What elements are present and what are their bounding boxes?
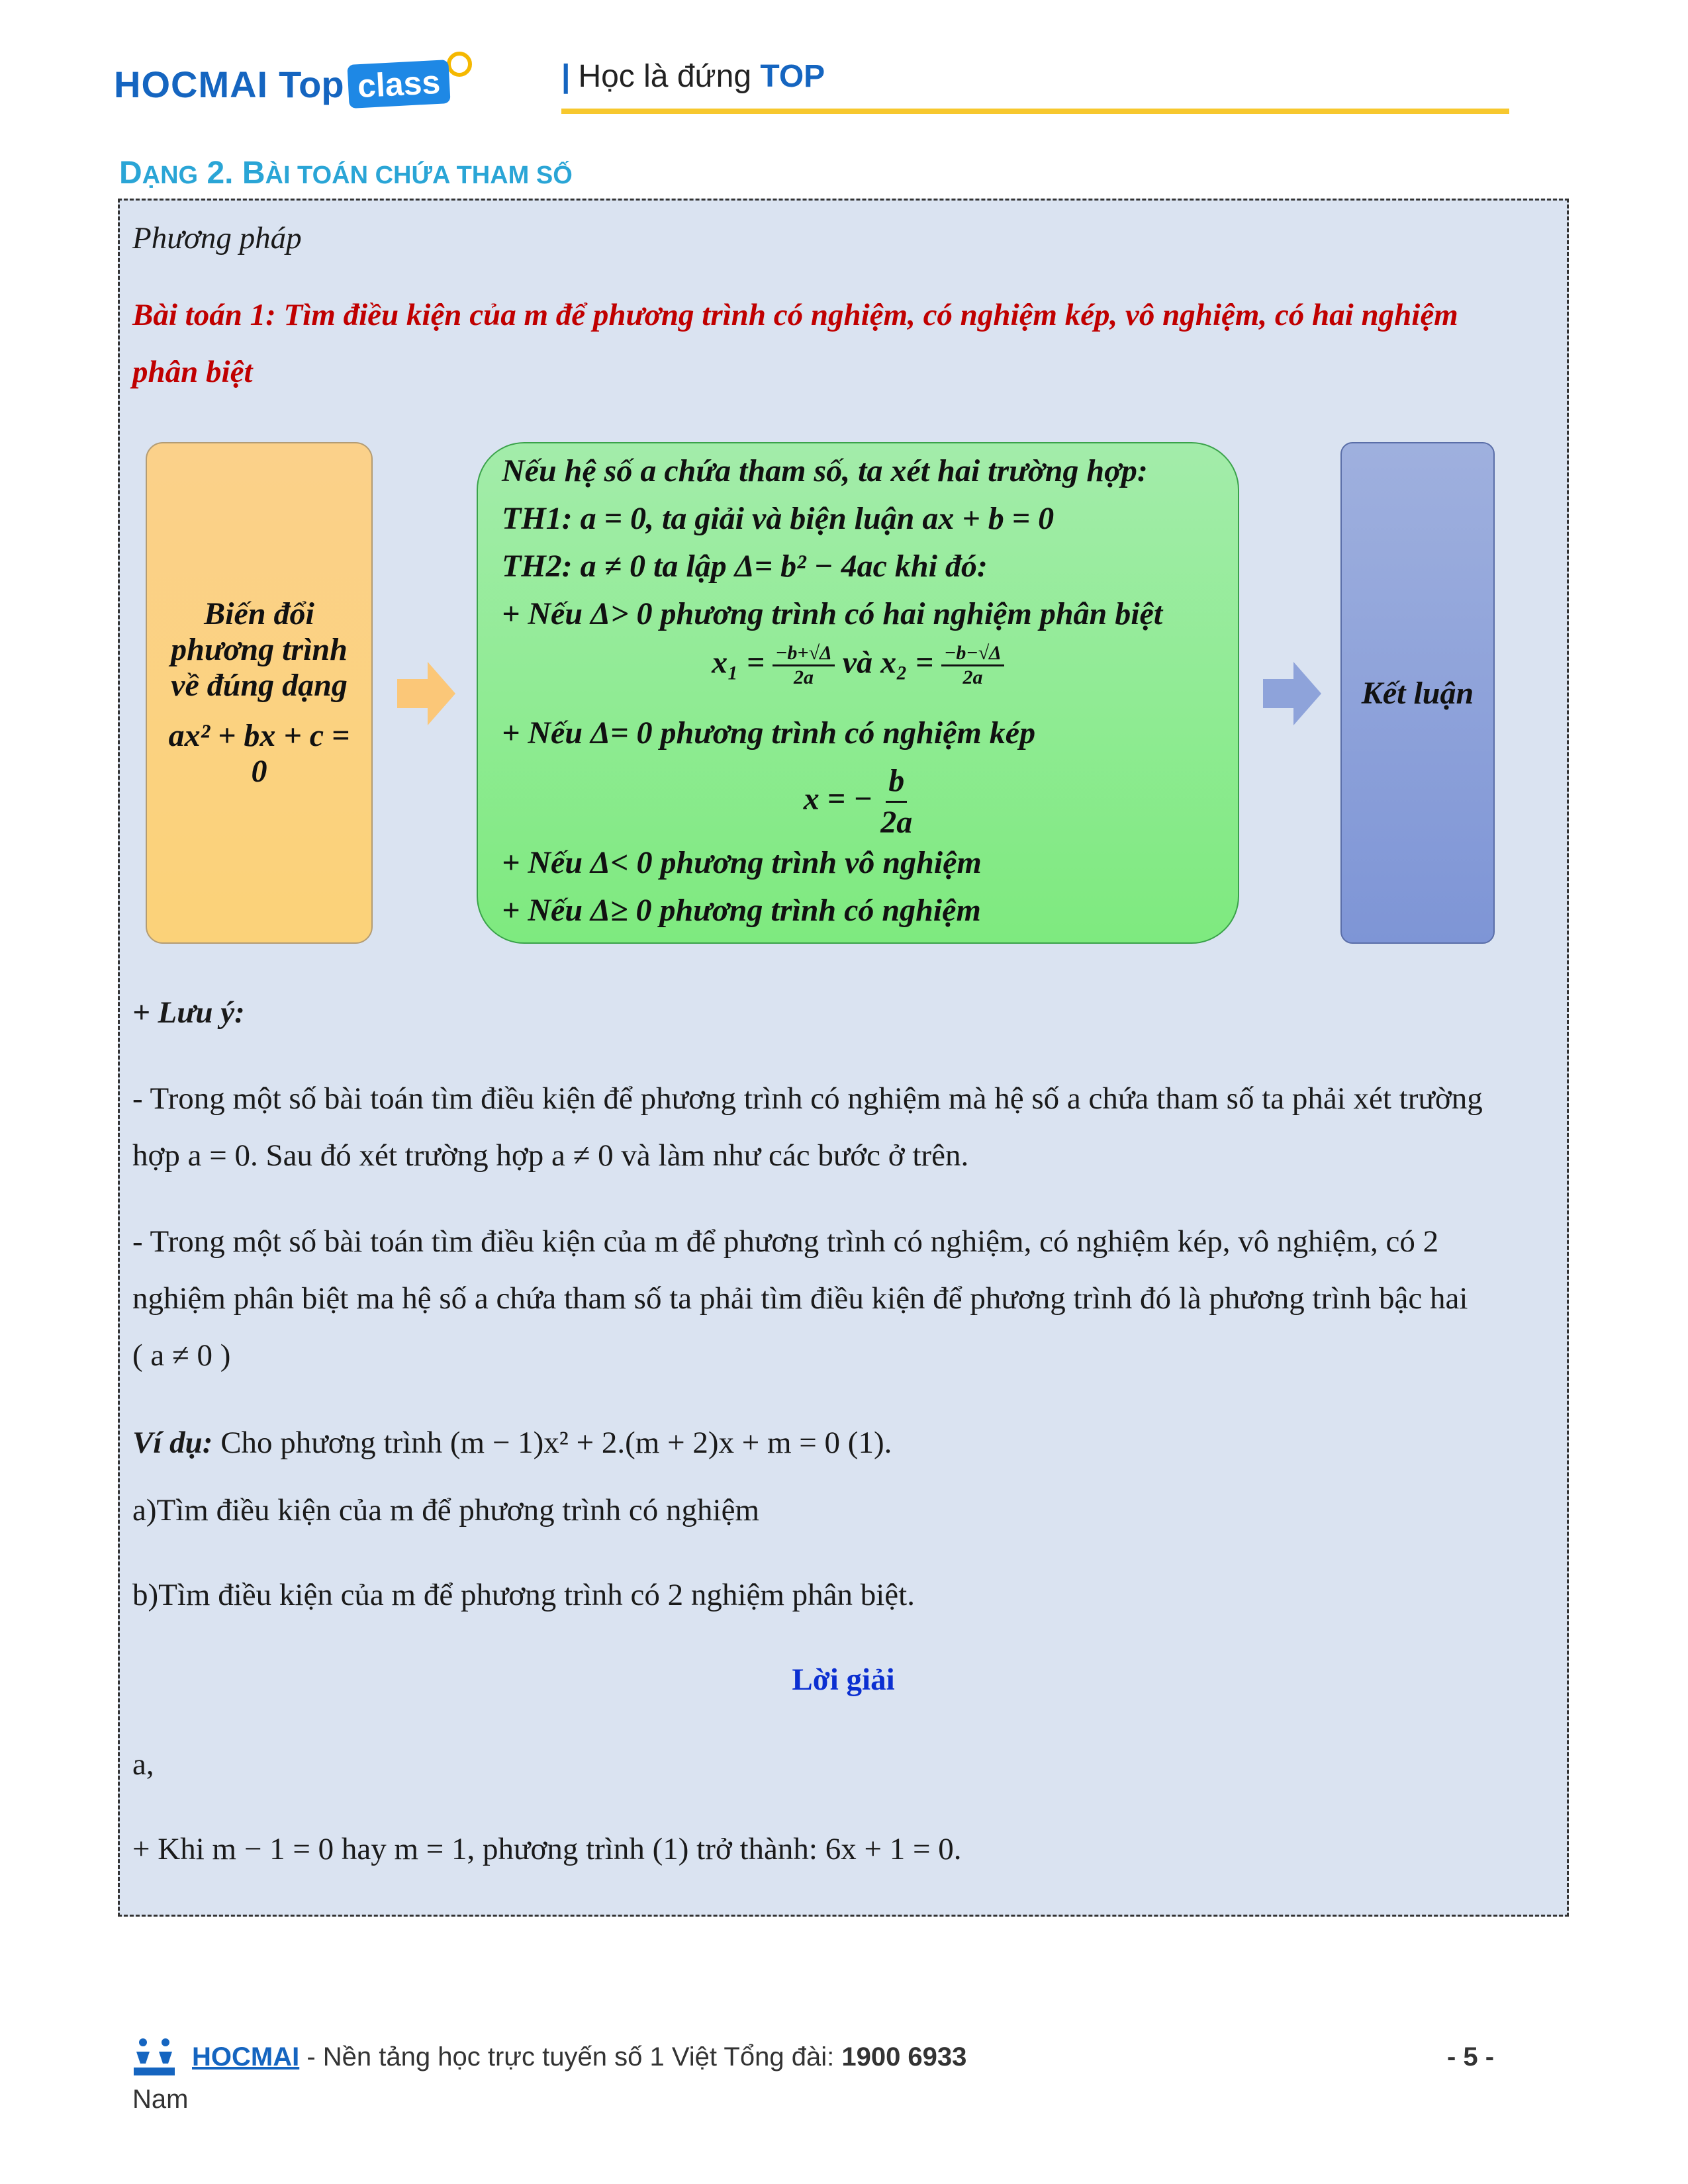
hocmai-topclass-logo [114, 54, 472, 114]
tagline-text: Học là đứng [578, 59, 752, 94]
footer-line [192, 2042, 966, 2072]
section-title-part: D [119, 156, 142, 191]
solution-line1: + Khi m − 1 = 0 hay m = 1, phương trình (1) trở thành: 6x + 1 = 0. [132, 1832, 962, 1866]
footer-text-2: Nam [132, 2085, 189, 2114]
header-divider [561, 109, 1509, 114]
method-label: Phương pháp [132, 221, 302, 255]
arrow-right-icon [1263, 662, 1323, 725]
note2-line2: nghiệm phân biệt ma hệ số a chứa tham số ta phải tìm điều kiện để phương trình đó là phương trình bậc hai [132, 1281, 1468, 1316]
footer-brand-link[interactable]: HOCMAI [192, 2042, 300, 2071]
transform-box [146, 442, 373, 944]
transform-line: Biến đổi [204, 596, 314, 631]
double-root-denominator: 2a [880, 805, 913, 840]
transform-line: ax² + bx + c = [168, 718, 350, 753]
note1-line1: - Trong một số bài toán tìm điều kiện để phương trình có nghiệm mà hệ số a chứa tham số ta phải xét trường [132, 1081, 1483, 1116]
conclusion-text: Kết luận [1361, 675, 1474, 711]
x2-numerator: −b−√Δ [941, 642, 1004, 666]
x1-numerator: −b+√Δ [773, 642, 835, 666]
note2-line1: - Trong một số bài toán tìm điều kiện của m để phương trình có nghiệm, có nghiệm kép, vô nghiệm, có 2 [132, 1224, 1439, 1259]
problem1-line1: Bài toán 1: Tìm điều kiện của m để phương trình có nghiệm, có nghiệm kép, vô nghiệm, có hai nghiệm [132, 298, 1458, 332]
cases-line: TH1: a = 0, ta giải và biện luận ax + b = 0 [502, 501, 1055, 536]
section-title-part: ÀI TOÁN CHỨA THAM SỐ [265, 161, 573, 189]
solution-title: Lời giải [792, 1662, 895, 1697]
double-root-fraction [880, 761, 912, 842]
double-root-formula [478, 761, 1238, 842]
header-tagline [561, 58, 825, 95]
x2-fraction [941, 642, 1004, 689]
arrow-right-icon [397, 662, 457, 725]
example-text: Cho phương trình (m − 1)x² + 2.(m + 2)x + m = 0 (1). [212, 1426, 892, 1460]
cases-box [477, 442, 1239, 944]
cases-line: + Nếu Δ= 0 phương trình có nghiệm kép [502, 715, 1036, 751]
and-word: và [842, 645, 873, 680]
x2-label: x₂ = [880, 645, 934, 680]
section-title-part: ẠNG [142, 161, 199, 189]
x1-fraction [773, 642, 835, 689]
page-number: - 5 - [1447, 2042, 1495, 2071]
x-label: x = − [803, 781, 873, 817]
footer-text: - Nền tảng học trực tuyến số 1 Việt Tổng đài: [299, 2042, 842, 2071]
x1-denominator: 2a [794, 666, 814, 688]
logo-hocmai-text: HOCMAI [114, 63, 269, 105]
sun-icon [447, 52, 472, 77]
problem1-line2: phân biệt [132, 355, 253, 389]
example-label: Ví dụ: [132, 1426, 213, 1460]
note2-line3: ( a ≠ 0 ) [132, 1338, 231, 1373]
tagline-top: TOP [760, 59, 825, 94]
transform-line: 0 [251, 754, 267, 789]
cases-line: + Nếu Δ≥ 0 phương trình có nghiệm [502, 893, 981, 928]
x2-denominator: 2a [962, 666, 983, 688]
x1-label: x₁ = [712, 645, 765, 680]
logo-class-badge: class [347, 60, 450, 109]
double-root-numerator: b [886, 761, 907, 803]
conclusion-box [1340, 442, 1495, 944]
cases-line: + Nếu Δ> 0 phương trình có hai nghiệm phân biệt [502, 596, 1163, 631]
note1-line2: hợp a = 0. Sau đó xét trường hợp a ≠ 0 và làm như các bước ở trên. [132, 1138, 969, 1173]
section-title [119, 155, 573, 191]
logo-top-text: Top [279, 63, 344, 105]
note-title: + Lưu ý: [132, 995, 245, 1030]
cases-line: TH2: a ≠ 0 ta lập Δ= b² − 4ac khi đó: [502, 549, 988, 584]
footer-hotline: 1900 6933 [841, 2042, 967, 2071]
part-b: b)Tìm điều kiện của m để phương trình có 2 nghiệm phân biệt. [132, 1578, 915, 1612]
hocmai-footer-logo-icon [131, 2037, 177, 2078]
cases-line: Nếu hệ số a chứa tham số, ta xét hai trường hợp: [502, 453, 1148, 488]
solution-part-a: a, [132, 1747, 154, 1782]
section-title-part: 2. B [198, 156, 265, 191]
transform-line: về đúng dạng [171, 668, 348, 703]
cases-line: + Nếu Δ< 0 phương trình vô nghiệm [502, 845, 982, 880]
tagline-bar: | [561, 59, 571, 94]
example-line [132, 1423, 892, 1463]
part-a: a)Tìm điều kiện của m để phương trình có nghiệm [132, 1493, 759, 1527]
transform-line: phương trình [171, 632, 348, 667]
two-roots-formula [478, 642, 1238, 689]
